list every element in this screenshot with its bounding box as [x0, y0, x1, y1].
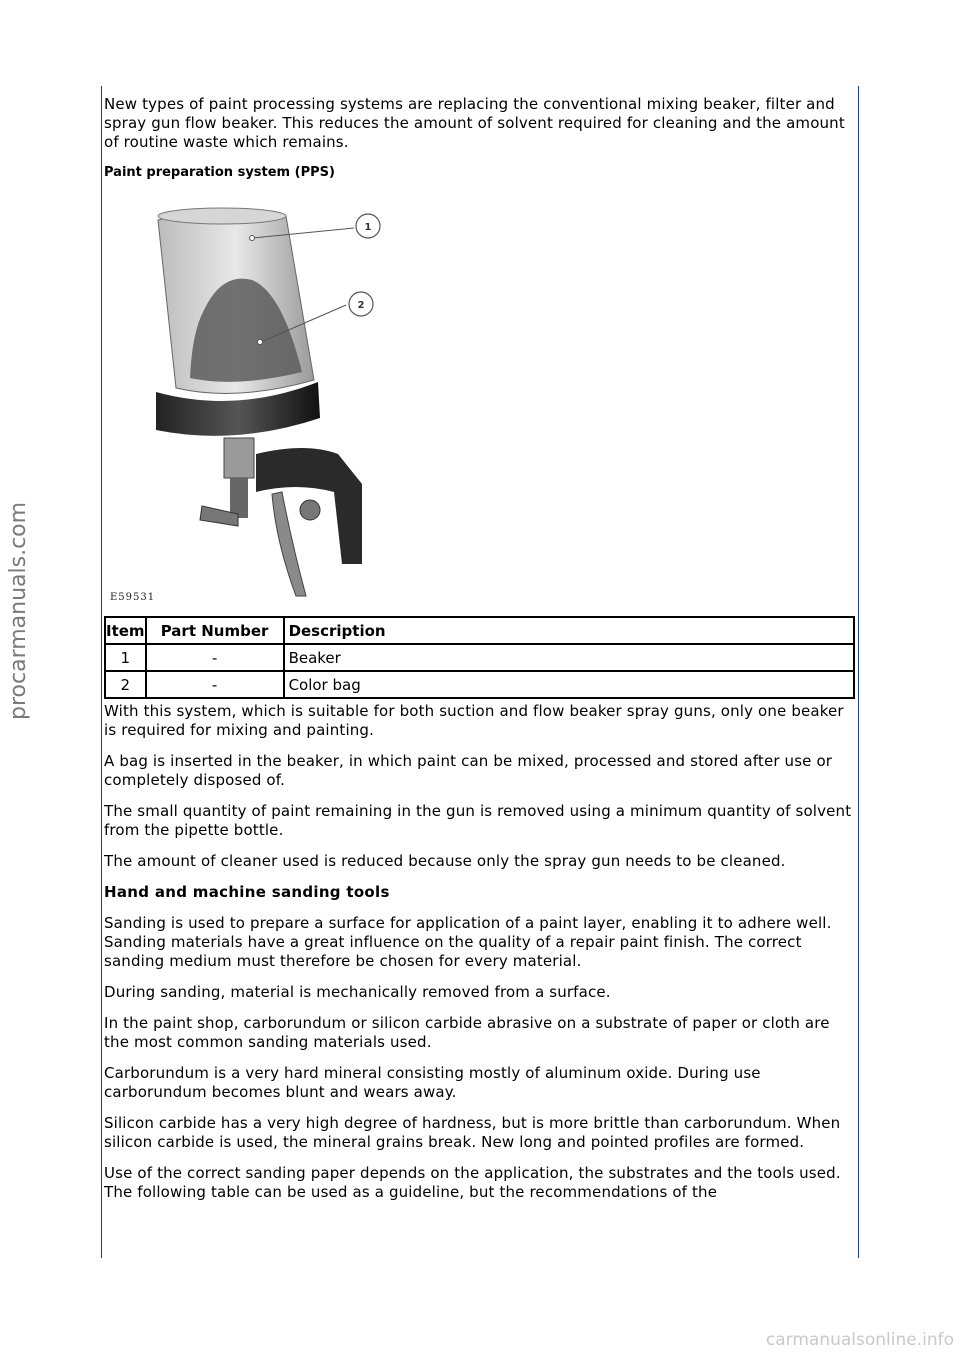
callout-1: 1	[364, 222, 372, 233]
callout-2: 2	[357, 300, 365, 311]
body-paragraph: Sanding is used to prepare a surface for application of a paint layer, enabling it to adhere well. Sanding materials have a great influence on the quality of a repair paint finish. The correct sanding medium must therefore be chosen for every material.	[104, 914, 832, 970]
page-frame-right	[858, 86, 859, 1258]
body-paragraph: In the paint shop, carborundum or silicon carbide abrasive on a substrate of paper or cloth are the most common sanding materials used.	[104, 1014, 830, 1051]
body-paragraph: The amount of cleaner used is reduced because only the spray gun needs to be cleaned.	[104, 852, 786, 870]
body-paragraph: The small quantity of paint remaining in the gun is removed using a minimum quantity of solvent from the pipette bottle.	[104, 802, 852, 839]
section-heading: Hand and machine sanding tools	[104, 883, 390, 901]
col-header-item: Item	[105, 617, 146, 644]
table-row	[105, 671, 854, 698]
intro-paragraph: New types of paint processing systems are replacing the conventional mixing beaker, filter and spray gun flow beaker. This reduces the amount of solvent required for cleaning and the amount of routine waste which remains.	[104, 95, 845, 151]
body-paragraph: With this system, which is suitable for both suction and flow beaker spray guns, only one beaker is required for mixing and painting.	[104, 702, 844, 739]
figure-id: E59531	[110, 592, 156, 603]
cell-item: 2	[105, 671, 146, 698]
parts-table	[104, 616, 855, 699]
pps-figure	[106, 192, 406, 604]
body-paragraph: Carborundum is a very hard mineral consisting mostly of aluminum oxide. During use carborundum becomes blunt and wears away.	[104, 1064, 761, 1101]
col-header-part-number: Part Number	[146, 617, 284, 644]
cell-part-number: -	[146, 644, 284, 671]
cell-item: 1	[105, 644, 146, 671]
body-paragraph: A bag is inserted in the beaker, in which paint can be mixed, processed and stored after use or completely disposed of.	[104, 752, 833, 789]
cell-description: Beaker	[284, 644, 854, 671]
table-header-row	[105, 617, 854, 644]
table-row	[105, 644, 854, 671]
cell-description: Color bag	[284, 671, 854, 698]
cell-part-number: -	[146, 671, 284, 698]
document-body	[104, 95, 854, 1214]
body-paragraph: Use of the correct sanding paper depends on the application, the substrates and the tools used. The following table can be used as a guideline, but the recommendations of the	[104, 1164, 841, 1201]
body-paragraph: Silicon carbide has a very high degree of hardness, but is more brittle than carborundum. When silicon carbide is used, the mineral grains break. New long and pointed profiles are formed.	[104, 1114, 841, 1151]
body-paragraph: During sanding, material is mechanically removed from a surface.	[104, 983, 611, 1001]
pps-illustration	[106, 192, 406, 604]
footer-watermark: carmanualsonline.info	[765, 1330, 954, 1350]
col-header-description: Description	[284, 617, 854, 644]
figure-caption: Paint preparation system (PPS)	[104, 165, 335, 180]
page-frame-left	[101, 86, 102, 1258]
